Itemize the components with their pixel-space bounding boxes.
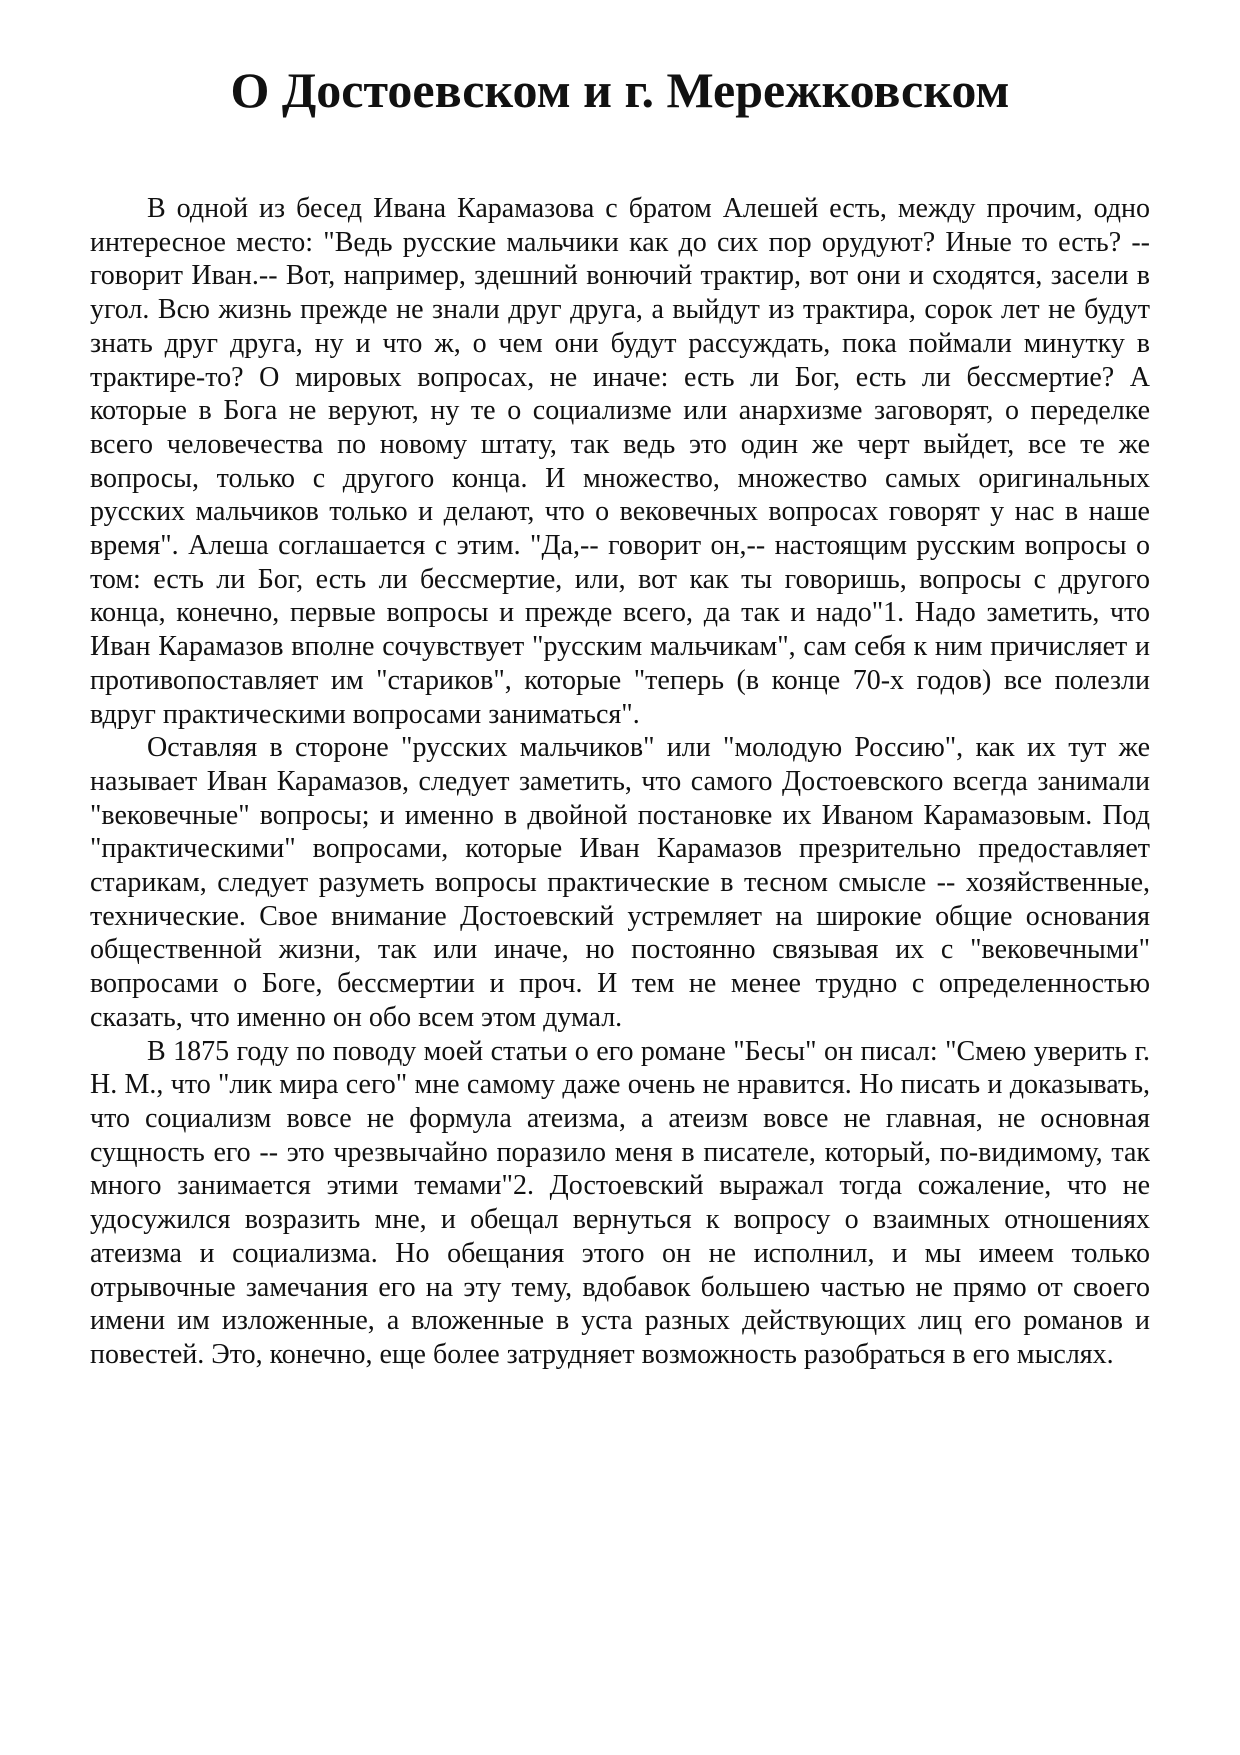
document-body [90, 192, 1150, 1372]
paragraph-1: В одной из бесед Ивана Карамазова с братом Алешей есть, между прочим, одно интересное место: "Ведь русские мальчики как до сих пор орудуют? Иные то есть? -- говорит Иван.-- Вот, например, здешний вонючий трактир, вот они и сходятся, засели в угол. Всю жизнь прежде не знали друг друга, а выйдут из трактира, сорок лет не будут знать друг друга, ну и что ж, о чем они будут рассуждать, пока поймали минутку в трактире-то? О мировых вопросах, не иначе: есть ли Бог, есть ли бессмертие? А которые в Бога не веруют, ну те о социализме или анархизме заговорят, о переделке всего человечества по новому штату, так ведь это один же черт выйдет, все те же вопросы, только с другого конца. И множество, множество самых оригинальных русских мальчиков только и делают, что о вековечных вопросах говорят у нас в наше время". Алеша соглашается с этим. "Да,-- говорит он,-- настоящим русским вопросы о том: есть ли Бог, есть ли бессмертие, или, вот как ты говоришь, вопросы с другого конца, конечно, первые вопросы и прежде всего, да так и надо"1. Надо заметить, что Иван Карамазов вполне сочувствует "русским мальчикам", сам себя к ним причисляет и противопоставляет им "стариков", которые "теперь (в конце 70-х годов) все полезли вдруг практическими вопросами заниматься". [90, 193, 1150, 730]
document-title: О Достоевском и г. Мережковском [230, 62, 1010, 118]
paragraph-3: В 1875 году по поводу моей статьи о его романе "Бесы" он писал: "Смею уверить г. Н. М., что "лик мира сего" мне самому даже очень не нравится. Но писать и доказывать, что социализм вовсе не формула атеизма, а атеизм вовсе не главная, не основная сущность его -- это чрезвычайно поразило меня в писателе, который, по-видимому, так много занимается этими темами"2. Достоевский выражал тогда сожаление, что не удосужился возразить мне, и обещал вернуться к вопросу о взаимных отношениях атеизма и социализма. Но обещания этого он не исполнил, и мы имеем только отрывочные замечания его на эту тему, вдобавок большею частью не прямо от своего имени им изложенные, а вложенные в уста разных действующих лиц его романов и повестей. Это, конечно, еще более затрудняет возможность разобраться в его мыслях. [90, 1035, 1150, 1370]
paragraph-2: Оставляя в стороне "русских мальчиков" или "молодую Россию", как их тут же называет Иван Карамазов, следует заметить, что самого Достоевского всегда занимали "вековечные" вопросы; и именно в двойной постановке их Иваном Карамазовым. Под "практическими" вопросами, которые Иван Карамазов презрительно предоставляет старикам, следует разуметь вопросы практические в тесном смысле -- хозяйственные, технические. Свое внимание Достоевский устремляет на широкие общие основания общественной жизни, так или иначе, но постоянно связывая их с "вековечными" вопросами о Боге, бессмертии и проч. И тем не менее трудно с определенностью сказать, что именно он обо всем этом думал. [90, 732, 1150, 1033]
